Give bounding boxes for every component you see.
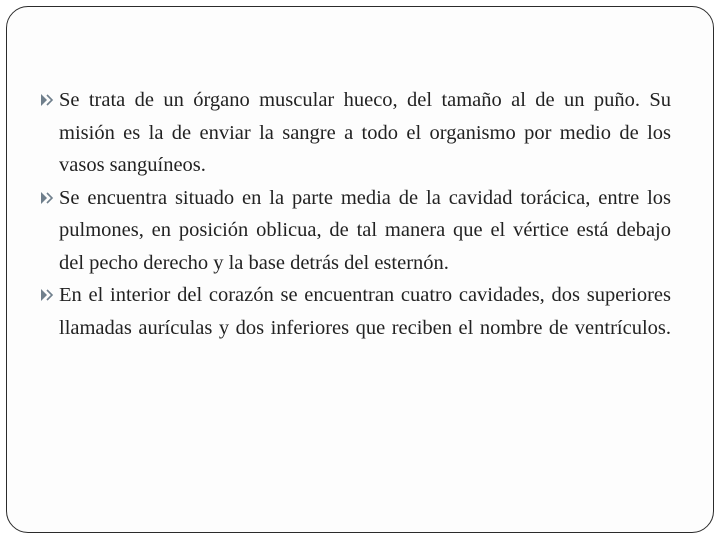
- chevron-bullet-icon: [40, 191, 57, 205]
- chevron-bullet-icon: [40, 93, 57, 107]
- bullet-text: En el interior del corazón se encuentran cuatro cavidades, dos superiores llamadas aurículas y dos inferiores que reciben el nombre de ventrículos.: [59, 284, 671, 339]
- bullet-text: Se trata de un órgano muscular hueco, del tamaño al de un puño. Su misión es la de enviar la sangre a todo el organismo por medio de los vasos sanguíneos.: [59, 89, 671, 176]
- bullet-item: [40, 182, 671, 280]
- bullet-text: Se encuentra situado en la parte media de la cavidad torácica, entre los pulmones, en posición oblicua, de tal manera que el vértice está debajo del pecho derecho y la base detrás del esternón.: [59, 186, 671, 274]
- bullet-item: [40, 279, 671, 344]
- bullet-item: [40, 84, 671, 182]
- chevron-bullet-icon: [40, 288, 57, 302]
- bullet-list: [40, 84, 671, 344]
